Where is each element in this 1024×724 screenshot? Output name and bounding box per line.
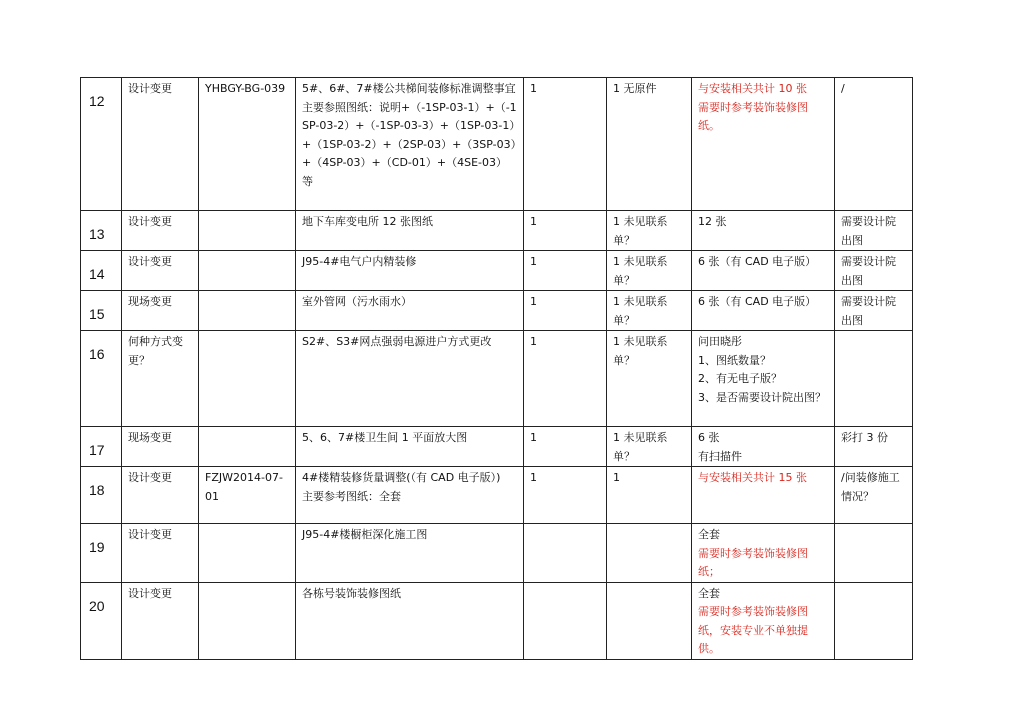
cell-document-code: [199, 291, 296, 331]
note-line: 12 张: [698, 215, 727, 228]
note-line: 6 张（有 CAD 电子版）: [698, 255, 817, 268]
cell-document-code: [199, 427, 296, 467]
change-content-line: 各栋号装饰装修图纸: [302, 586, 401, 600]
note-line: 需要时参考装饰装修图纸。: [698, 100, 808, 132]
cell-change-content: [296, 582, 524, 659]
change-content-line: 主要参照图纸：说明+（-1SP-03-1）+（-1SP-03-2）+（-1SP-03-3）+（1SP-03-1）+（1SP-03-2）+（2SP-03）+（3SP-03）+（4SP-03）+（CD-01）+（4SE-03）等: [302, 100, 517, 188]
change-content-line: 地下车库变电所 12 张图纸: [302, 215, 433, 228]
cell-original-status: 1 未见联系单？: [607, 291, 692, 331]
cell-remark: /: [835, 78, 913, 211]
cell-quantity: 1: [524, 78, 607, 211]
cell-original-status: 1 未见联系单？: [607, 331, 692, 427]
table-row: [81, 291, 913, 331]
cell-change-type: 设计变更: [122, 467, 199, 524]
cell-row-number: 15: [81, 291, 122, 331]
cell-document-code: [199, 331, 296, 427]
cell-original-status: [607, 524, 692, 583]
cell-change-content: [296, 78, 524, 211]
cell-note: [692, 427, 835, 467]
cell-note: [692, 211, 835, 251]
table-row: [81, 331, 913, 427]
note-line: 问田晓彤: [698, 335, 742, 348]
cell-change-type: 设计变更: [122, 78, 199, 211]
cell-original-status: 1 未见联系单？: [607, 211, 692, 251]
change-content-line: 5、6、7#楼卫生间 1 平面放大图: [302, 431, 468, 444]
cell-document-code: FZJW2014-07-01: [199, 467, 296, 524]
note-line: 全套: [698, 528, 720, 541]
cell-remark: [835, 331, 913, 427]
cell-quantity: [524, 524, 607, 583]
note-line: 有扫描件: [698, 449, 742, 463]
cell-change-content: [296, 291, 524, 331]
note-line: 6 张（有 CAD 电子版）: [698, 295, 817, 308]
drawing-change-table: [80, 77, 913, 660]
cell-change-type: 设计变更: [122, 582, 199, 659]
cell-quantity: 1: [524, 427, 607, 467]
cell-note: [692, 582, 835, 659]
table-row: [81, 78, 913, 211]
cell-note: [692, 331, 835, 427]
cell-document-code: YHBGY-BG-039: [199, 78, 296, 211]
cell-original-status: 1: [607, 467, 692, 524]
cell-note: [692, 78, 835, 211]
cell-note: [692, 251, 835, 291]
cell-change-type: 现场变更: [122, 291, 199, 331]
change-content-line: J95-4#电气户内精装修: [302, 255, 417, 268]
change-content-line: 主要参考图纸：全套: [302, 489, 401, 503]
cell-note: [692, 291, 835, 331]
cell-change-content: [296, 524, 524, 583]
cell-change-type: 现场变更: [122, 427, 199, 467]
note-line: 6 张: [698, 431, 720, 444]
cell-quantity: 1: [524, 291, 607, 331]
cell-remark: [835, 582, 913, 659]
cell-row-number: 18: [81, 467, 122, 524]
cell-change-content: [296, 211, 524, 251]
cell-note: [692, 524, 835, 583]
cell-quantity: 1: [524, 467, 607, 524]
note-line: 全套: [698, 586, 720, 600]
table-row: [81, 467, 913, 524]
cell-remark: 彩打 3 份: [835, 427, 913, 467]
change-content-line: 5#、6#、7#楼公共梯间装修标准调整事宜: [302, 82, 516, 95]
note-line: 需要时参考装饰装修图纸；: [698, 546, 808, 578]
cell-original-status: 1 未见联系单？: [607, 251, 692, 291]
change-content-line: J95-4#楼橱柜深化施工图: [302, 528, 428, 541]
cell-quantity: 1: [524, 331, 607, 427]
cell-quantity: 1: [524, 211, 607, 251]
cell-remark: 需要设计院出图: [835, 291, 913, 331]
note-line: 2、有无电子版？: [698, 372, 782, 385]
note-line: 与安装相关共计 10 张: [698, 82, 807, 95]
cell-original-status: [607, 582, 692, 659]
cell-original-status: 1 未见联系单？: [607, 427, 692, 467]
note-line: 1、图纸数量？: [698, 353, 771, 367]
cell-remark: 需要设计院出图: [835, 251, 913, 291]
cell-change-content: [296, 427, 524, 467]
cell-row-number: 17: [81, 427, 122, 467]
cell-remark: 需要设计院出图: [835, 211, 913, 251]
table-row: [81, 427, 913, 467]
cell-change-content: [296, 251, 524, 291]
cell-row-number: 14: [81, 251, 122, 291]
change-content-line: S2#、S3#网点强弱电源进户方式更改: [302, 335, 492, 348]
cell-row-number: 12: [81, 78, 122, 211]
cell-row-number: 19: [81, 524, 122, 583]
cell-row-number: 13: [81, 211, 122, 251]
cell-quantity: [524, 582, 607, 659]
cell-remark: /问装修施工情况？: [835, 467, 913, 524]
table-row: [81, 582, 913, 659]
cell-change-type: 设计变更: [122, 211, 199, 251]
change-content-line: 室外管网（污水雨水）: [302, 295, 412, 308]
cell-change-content: [296, 331, 524, 427]
cell-note: [692, 467, 835, 524]
table-row: [81, 251, 913, 291]
cell-document-code: [199, 251, 296, 291]
note-line: 与安装相关共计 15 张: [698, 471, 807, 484]
cell-document-code: [199, 211, 296, 251]
cell-change-type: 何种方式变更？: [122, 331, 199, 427]
cell-change-type: 设计变更: [122, 524, 199, 583]
cell-quantity: 1: [524, 251, 607, 291]
cell-document-code: [199, 582, 296, 659]
cell-original-status: 1 无原件: [607, 78, 692, 211]
table-row: [81, 211, 913, 251]
table-row: [81, 524, 913, 583]
cell-row-number: 16: [81, 331, 122, 427]
note-line: 需要时参考装饰装修图纸，安装专业不单独提供。: [698, 605, 808, 655]
cell-change-content: [296, 467, 524, 524]
cell-change-type: 设计变更: [122, 251, 199, 291]
note-line: 3、是否需要设计院出图？: [698, 390, 826, 404]
cell-row-number: 20: [81, 582, 122, 659]
cell-remark: [835, 524, 913, 583]
cell-document-code: [199, 524, 296, 583]
change-content-line: 4#楼精装修货量调整(（有 CAD 电子版）): [302, 471, 501, 484]
